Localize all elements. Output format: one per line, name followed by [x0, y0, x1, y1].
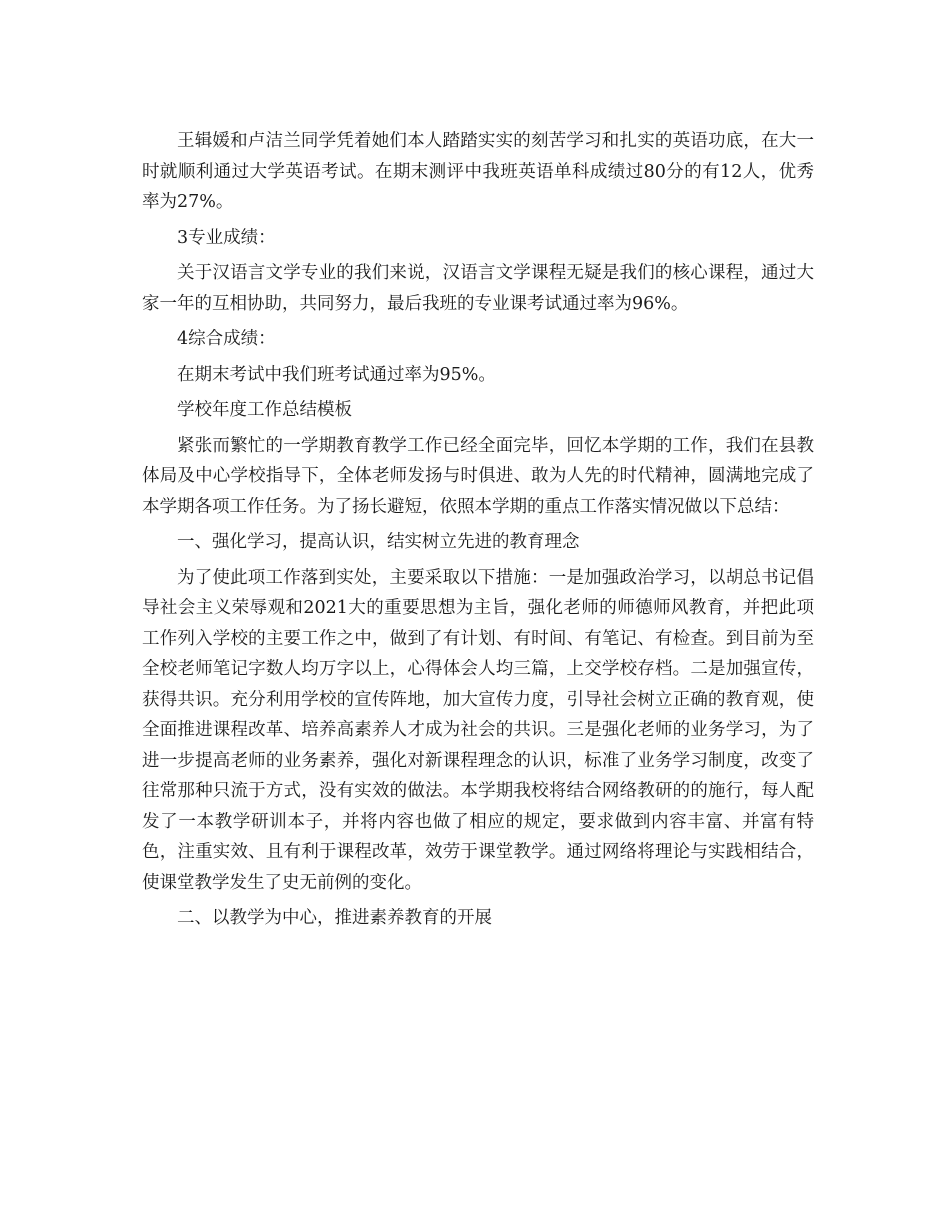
- paragraph-english-scores: 王辑媛和卢洁兰同学凭着她们本人踏踏实实的刻苦学习和扎实的英语功底，在大一时就顺利通过大学英语考试。在期末测评中我班英语单科成绩过80分的有12人，优秀率为27%。: [142, 131, 814, 212]
- document-body: [142, 126, 814, 939]
- heading-major-scores: 3专业成绩：: [177, 227, 276, 248]
- paragraph-major-scores: 关于汉语言文学专业的我们来说，汉语言文学课程无疑是我们的核心课程，通过大家一年的互相协助，共同努力，最后我班的专业课考试通过率为96%。: [142, 263, 814, 314]
- section-heading-2: 二、以教学为中心，推进素养教育的开展: [177, 908, 492, 928]
- document-title: 学校年度工作总结模板: [177, 400, 352, 420]
- section-heading-1: 一、强化学习，提高认识，结实树立先进的教育理念: [177, 532, 580, 552]
- paragraph-section-1: 为了使此项工作落到实处，主要采取以下措施：一是加强政治学习，以胡总书记倡导社会主义荣辱观和2021大的重要思想为主旨，强化老师的师德师风教育，并把此项工作列入学校的主要工作之中，做到了有计划、有时间、有笔记、有检查。到目前为至全校老师笔记字数人均万字以上，心得体会人均三篇，上交学校存档。二是加强宣传，获得共识。充分利用学校的宣传阵地，加大宣传力度，引导社会树立正确的教育观，使全面推进课程改革、培养高素养人才成为社会的共识。三是强化老师的业务学习，为了进一步提高老师的业务素养，强化对新课程理念的认识，标准了业务学习制度，改变了往常那种只流于方式，没有实效的做法。本学期我校将结合网络教研的的施行，每人配发了一本教学研训本子，并将内容也做了相应的规定，要求做到内容丰富、并富有特色，注重实效、且有利于课程改革，效劳于课堂教学。通过网络将理论与实践相结合，使课堂教学发生了史无前例的变化。: [142, 567, 814, 893]
- paragraph-intro: 紧张而繁忙的一学期教育教学工作已经全面完毕，回忆本学期的工作，我们在县教体局及中心学校指导下，全体老师发扬与时俱进、敢为人先的时代精神，圆满地完成了本学期各项工作任务。为了扬长避短，依照本学期的重点工作落实情况做以下总结：: [142, 435, 814, 517]
- paragraph-overall-scores: 在期末考试中我们班考试通过率为95%。: [177, 364, 496, 385]
- heading-overall-scores: 4综合成绩：: [177, 329, 276, 349]
